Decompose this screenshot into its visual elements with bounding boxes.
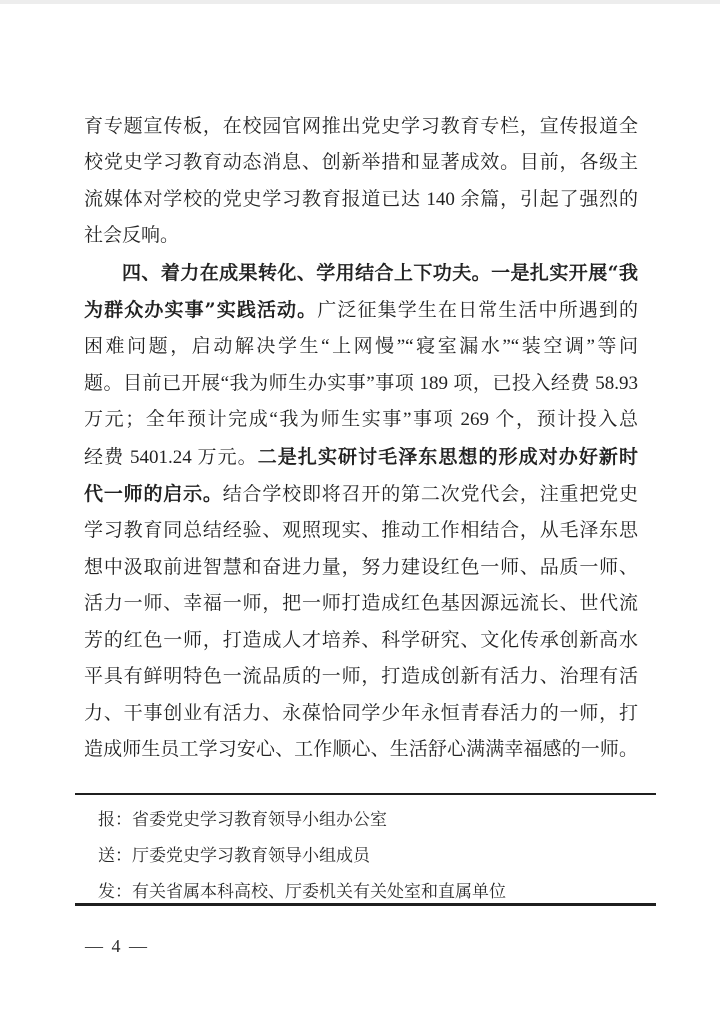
text-run: 流媒体对学校的党史学习教育报道已达 140 余篇，引起了强烈的 [84, 188, 638, 210]
emphasis-run: 一是扎实开展“我 [491, 261, 638, 284]
text-run: 活力一师、幸福一师，把一师打造成红色基因源远流长、世代流 [84, 593, 638, 615]
text-run: 校党史学习教育动态消息、创新举措和显著成效。目前，各级主 [84, 152, 638, 174]
footer-rule-top [75, 793, 656, 795]
document-line [84, 550, 638, 586]
document-line [84, 623, 638, 659]
text-run: 结合学校即将召开的第二次党代会，注重把党史 [222, 484, 638, 506]
document-line [84, 292, 638, 329]
document-line [84, 696, 638, 732]
text-run: 想中汲取前进智慧和奋进力量，努力建设红色一师、品质一师、 [84, 556, 638, 578]
document-line [84, 255, 638, 292]
emphasis-run: 代一师的启示。 [84, 483, 223, 506]
document-line [84, 513, 638, 549]
text-run: 平具有鲜明特色一流品质的一师，打造成创新有活力、治理有活 [84, 666, 638, 688]
emphasis-run: 二是扎实研讨毛泽东思想的形成对办好新时 [257, 445, 638, 468]
document-line [84, 182, 638, 218]
footer-line-report: 报：省委党史学习教育领导小组办公室 [98, 810, 387, 829]
text-run: 经费 5401.24 万元。 [84, 446, 258, 468]
scan-edge-strip [0, 0, 720, 4]
document-line [84, 586, 638, 622]
emphasis-run: 为群众办实事”实践活动。 [84, 299, 318, 322]
text-run: 题。目前已开展“我为师生办实事”事项 189 项，已投入经费 58.93 [84, 372, 638, 394]
text-run: 造成师生员工学习安心、工作顺心、生活舒心满满幸福感的一师。 [84, 738, 638, 760]
footer-line-send: 送：厅委党史学习教育领导小组成员 [98, 846, 370, 865]
footer-line-distribute: 发：有关省属本科高校、厅委机关有关处室和直属单位 [98, 882, 506, 901]
document-line [84, 476, 638, 513]
document-line [84, 329, 638, 365]
text-run: 困难问题，启动解决学生“上网慢”“寝室漏水”“装空调”等问 [84, 336, 638, 358]
emphasis-run: 四、着力在成果转化、学用结合上下功夫。 [122, 261, 492, 284]
document-line [84, 659, 638, 695]
page-number: — 4 — [85, 936, 149, 956]
text-run: 社会反响。 [84, 225, 180, 247]
footer-rule-bottom [75, 903, 656, 906]
document-line [84, 366, 638, 402]
document-line [84, 145, 638, 181]
document-line [84, 439, 638, 476]
document-line [84, 732, 638, 768]
text-run: 广泛征集学生在日常生活中所遇到的 [317, 300, 638, 322]
document-body [84, 109, 638, 768]
document-line [84, 402, 638, 438]
footer-recipients [98, 802, 638, 910]
document-line [84, 218, 638, 254]
text-run: 力、干事创业有活力、永葆恰同学少年永恒青春活力的一师，打 [84, 702, 638, 724]
text-run: 学习教育同总结经验、观照现实、推动工作相结合，从毛泽东思 [84, 520, 638, 542]
text-run: 万元；全年预计完成“我为师生实事”事项 269 个，预计投入总 [84, 409, 638, 431]
text-run: 育专题宣传板，在校园官网推出党史学习教育专栏，宣传报道全 [84, 116, 638, 137]
text-run: 芳的红色一师，打造成人才培养、科学研究、文化传承创新高水 [84, 629, 638, 651]
document-line [84, 109, 638, 145]
